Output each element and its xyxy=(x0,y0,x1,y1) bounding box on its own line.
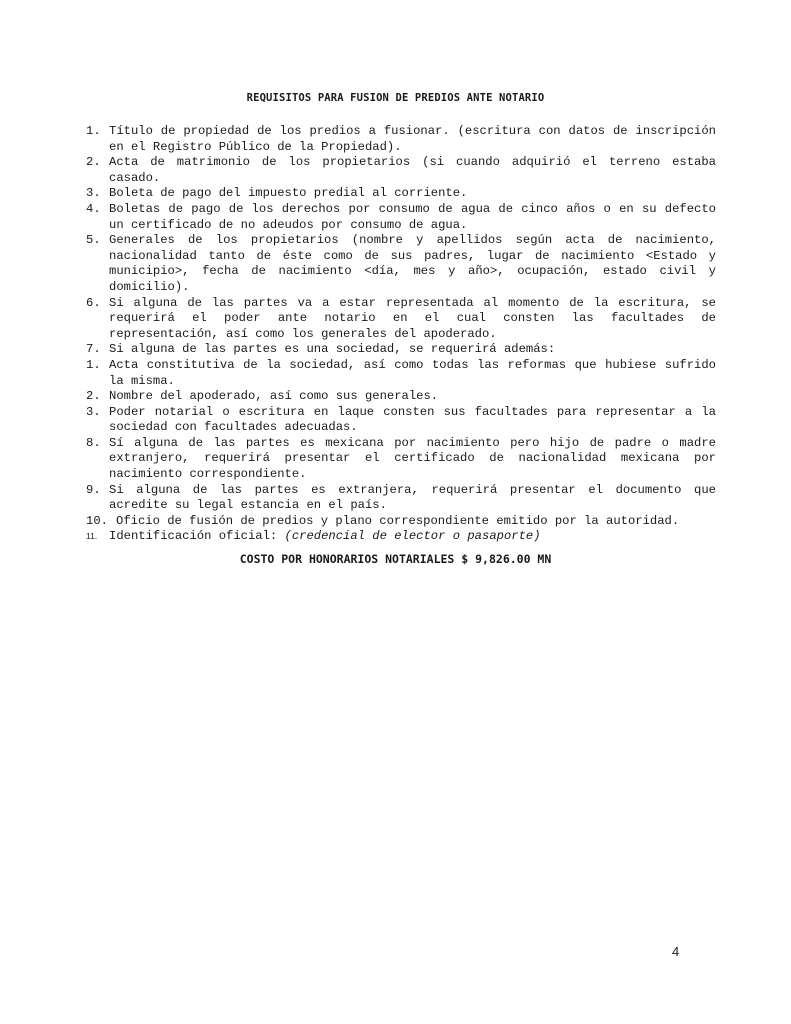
item-text: Boletas de pago de los derechos por consumo de agua de cinco años o en su defecto un certificado de no adeudos por consumo de agua. xyxy=(109,201,716,232)
item-number: 11. xyxy=(86,531,98,542)
list-item xyxy=(86,124,716,155)
item-number: 6. xyxy=(86,295,101,310)
item-number: 2. xyxy=(86,155,101,170)
list-item xyxy=(86,358,716,389)
list-item xyxy=(86,202,716,233)
list-item xyxy=(86,186,716,202)
item-text-main: Identificación oficial: xyxy=(109,529,285,544)
page-number: 4 xyxy=(672,944,680,959)
item-text: Boleta de pago del impuesto predial al corriente. xyxy=(109,186,468,201)
list-item xyxy=(86,405,716,436)
item-text xyxy=(109,529,716,545)
item-number: 7. xyxy=(86,342,101,357)
item-text: Oficio de fusión de predios y plano correspondiente emitido por la autoridad. xyxy=(116,513,680,528)
item-number: 10. xyxy=(86,513,108,528)
item-text: Si alguna de las partes es extranjera, requerirá presentar el documento que acredite su legal estancia en el país. xyxy=(109,482,716,513)
item-text: Acta constitutiva de la sociedad, así como todas las reformas que hubiese sufrido la misma. xyxy=(109,357,716,388)
item-number: 5. xyxy=(86,233,101,248)
item-number: 9. xyxy=(86,482,101,497)
item-text: Acta de matrimonio de los propietarios (si cuando adquirió el terreno estaba casado. xyxy=(109,155,716,185)
item-number: 3. xyxy=(86,186,101,201)
requirements-list xyxy=(86,124,716,545)
item-text: Título de propiedad de los predios a fusionar. (escritura con datos de inscripción en el Registro Público de la Propiedad). xyxy=(109,124,716,154)
list-item xyxy=(86,389,716,405)
list-item xyxy=(86,436,716,483)
list-item xyxy=(86,342,716,358)
list-item xyxy=(86,529,716,545)
list-item xyxy=(86,233,716,295)
item-text: Poder notarial o escritura en laque consten sus facultades para representar a la sociedad con facultades adecuadas. xyxy=(109,404,716,435)
item-text: Si alguna de las partes va a estar representada al momento de la escritura, se requerirá el poder ante notario en el cual consten las facultades de representación, así como los generales del apoderado. xyxy=(109,295,716,341)
item-number: 8. xyxy=(86,435,101,450)
item-text: Nombre del apoderado, así como sus generales. xyxy=(109,389,439,404)
item-text-italic: (credencial de elector o pasaporte) xyxy=(284,529,541,544)
item-number: 1. xyxy=(86,124,101,138)
document-title: REQUISITOS PARA FUSION DE PREDIOS ANTE NOTARIO xyxy=(246,92,545,104)
item-number: 4. xyxy=(86,201,101,216)
item-number: 2. xyxy=(86,389,101,404)
item-text: Sí alguna de las partes es mexicana por nacimiento pero hijo de padre o madre extranjero, requerirá presentar el certificado de nacionalidad mexicana por nacimiento correspondiente. xyxy=(109,435,716,482)
list-item xyxy=(86,296,716,343)
item-number: 3. xyxy=(86,404,101,419)
item-text: Generales de los propietarios (nombre y apellidos según acta de nacimiento, nacionalidad tanto de éste como de sus padres, lugar de nacimiento <Estado y municipio>, fecha de nacimiento <día, mes y año>, ocupación, estado civil y domicilio). xyxy=(109,233,716,294)
list-item xyxy=(86,483,716,514)
item-number: 1. xyxy=(86,357,101,372)
list-item xyxy=(86,514,716,530)
item-text: Si alguna de las partes es una sociedad, se requerirá además: xyxy=(109,342,556,357)
notary-fee-cost: COSTO POR HONORARIOS NOTARIALES $ 9,826.00 MN xyxy=(239,552,552,566)
list-item xyxy=(86,155,716,186)
